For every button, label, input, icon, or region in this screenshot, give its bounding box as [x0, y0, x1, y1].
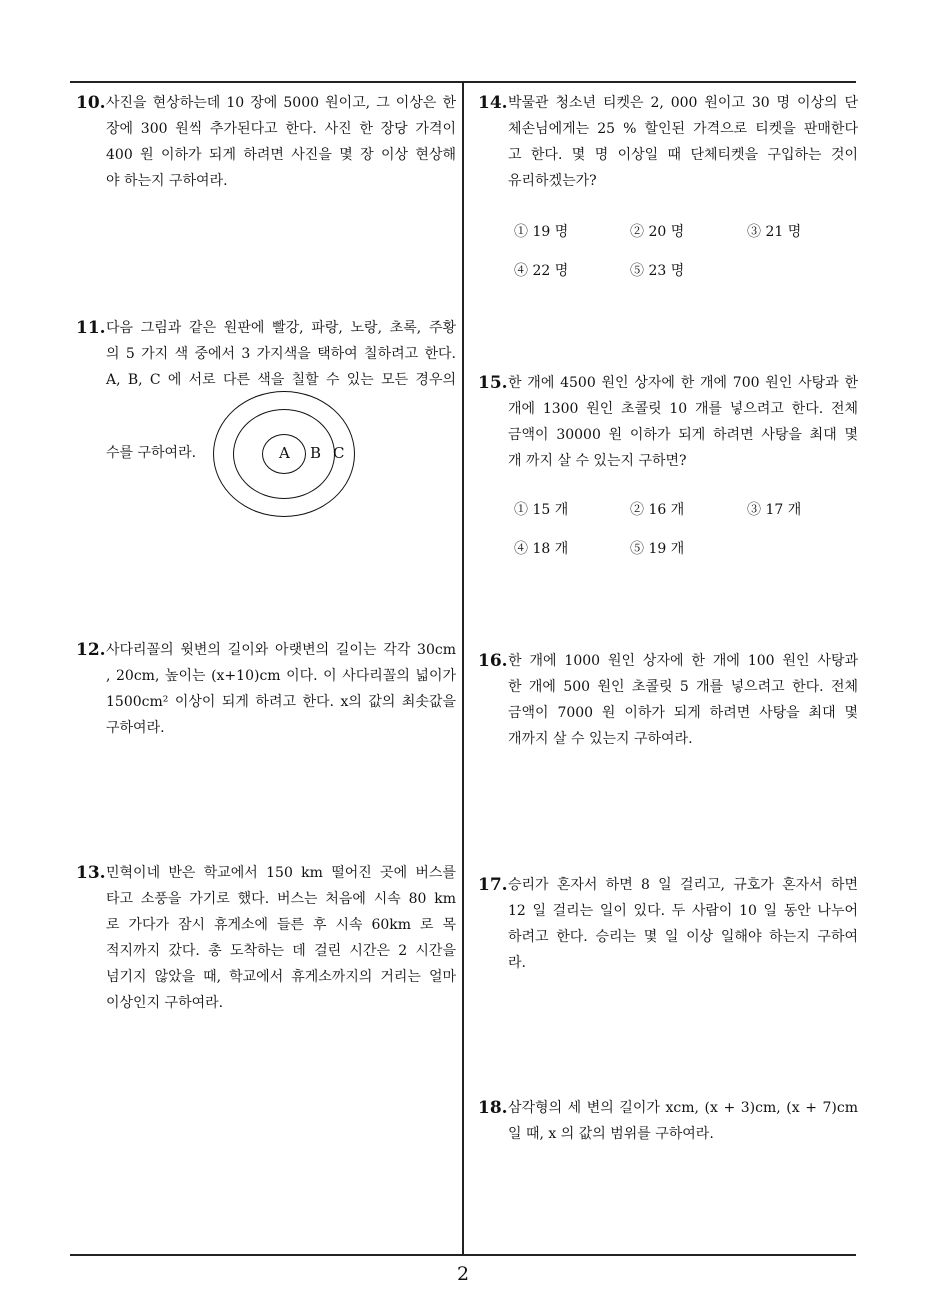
question-text-line: 체손님에게는 25 % 할인된 가격으로 티켓을 판매한다 — [508, 121, 858, 137]
question-text-line: 로 가다가 잠시 휴게소에 들른 후 시속 60km 로 목 — [106, 917, 456, 933]
question-13 — [76, 860, 456, 1016]
answer-option[interactable]: ② 20 명 — [630, 224, 685, 240]
question-number: 16. — [478, 651, 508, 671]
question-15 — [478, 370, 858, 474]
question-17 — [478, 872, 858, 976]
question-number: 17. — [478, 875, 508, 895]
answer-option[interactable]: ① 15 개 — [514, 502, 569, 518]
question-text-line: 개까지 살 수 있는지 구하여라. — [508, 731, 693, 747]
question-text-line: 민혁이네 반은 학교에서 150 km 떨어진 곳에 버스를 — [106, 865, 456, 881]
question-text-line: 삼각형의 세 변의 길이가 xcm, (x + 3)cm, (x + 7)cm — [508, 1100, 858, 1116]
answer-option[interactable]: ④ 18 개 — [514, 541, 569, 557]
page-number: 2 — [456, 1263, 470, 1285]
question-number: 12. — [76, 640, 106, 660]
bottom-rule — [70, 1254, 856, 1256]
answer-option[interactable]: ⑤ 23 명 — [630, 263, 685, 279]
question-text-line: 일 때, x 의 값의 범위를 구하여라. — [508, 1126, 714, 1142]
question-text-line: 400 원 이하가 되게 하려면 사진을 몇 장 이상 현상해 — [106, 147, 456, 163]
question-10 — [76, 90, 456, 194]
question-text-line: 유리하겠는가? — [508, 173, 597, 189]
region-label-b: B — [310, 444, 322, 462]
question-text-line: 이상인지 구하여라. — [106, 995, 224, 1011]
question-text-line: 한 개에 1000 원인 상자에 한 개에 100 원인 사탕과 — [508, 653, 858, 669]
question-number: 14. — [478, 93, 508, 113]
question-number: 11. — [76, 318, 106, 338]
answer-option[interactable]: ① 19 명 — [514, 224, 569, 240]
question-14 — [478, 90, 858, 194]
question-text-line: 금액이 30000 원 이하가 되게 하려면 사탕을 최대 몇 — [508, 427, 858, 443]
concentric-circles-figure — [213, 391, 355, 517]
question-text-line: 한 개에 4500 원인 상자에 한 개에 700 원인 사탕과 한 — [508, 375, 858, 391]
question-text-line: 야 하는지 구하여라. — [106, 173, 228, 189]
answer-option[interactable]: ③ 21 명 — [747, 224, 802, 240]
question-number: 18. — [478, 1098, 508, 1118]
region-label-a: A — [279, 444, 290, 462]
answer-option[interactable]: ③ 17 개 — [747, 502, 802, 518]
question-text-line: 한 개에 500 원인 초콜릿 5 개를 넣으려고 한다. 전체 — [508, 679, 858, 695]
question-text-line: 1500cm² 이상이 되게 하려고 한다. x의 값의 최솟값을 — [106, 694, 456, 710]
question-number: 10. — [76, 93, 106, 113]
question-11 — [76, 315, 456, 393]
question-text-line: 구하여라. — [106, 720, 165, 736]
question-text-line: 타고 소풍을 가기로 했다. 버스는 처음에 시속 80 km — [106, 891, 456, 907]
question-18 — [478, 1095, 858, 1147]
question-text-line: 장에 300 원씩 추가된다고 한다. 사진 한 장당 가격이 — [106, 121, 456, 137]
question-text-line: 승리가 혼자서 하면 8 일 걸리고, 규호가 혼자서 하면 — [508, 877, 858, 893]
question-text-line: 다음 그림과 같은 원판에 빨강, 파랑, 노랑, 초록, 주황 — [106, 320, 456, 336]
question-text-line: 적지까지 갔다. 총 도착하는 데 걸린 시간은 2 시간을 — [106, 943, 456, 959]
question-text-line: A, B, C 에 서로 다른 색을 칠할 수 있는 모든 경우의 — [106, 372, 456, 388]
question-text-line: 개 까지 살 수 있는지 구하면? — [508, 453, 687, 469]
answer-option[interactable]: ⑤ 19 개 — [630, 541, 685, 557]
question-text-line: 넘기지 않았을 때, 학교에서 휴게소까지의 거리는 얼마 — [106, 969, 456, 985]
question-12 — [76, 637, 456, 741]
question-text-line: 박물관 청소년 티켓은 2, 000 원이고 30 명 이상의 단 — [508, 95, 858, 111]
question-text-line: 고 한다. 몇 명 이상일 때 단체티켓을 구입하는 것이 — [508, 147, 858, 163]
answer-option[interactable]: ④ 22 명 — [514, 263, 569, 279]
region-label-c: C — [333, 444, 345, 462]
question-text-line: 라. — [508, 955, 526, 971]
question-text-line: 수를 구하여라. — [106, 445, 197, 461]
question-text-line: 금액이 7000 원 이하가 되게 하려면 사탕을 최대 몇 — [508, 705, 858, 721]
question-text-line: 12 일 걸리는 일이 있다. 두 사람이 10 일 동안 나누어 — [508, 903, 858, 919]
question-text-line: 하려고 한다. 승리는 몇 일 이상 일해야 하는지 구하여 — [508, 929, 858, 945]
question-number: 15. — [478, 373, 508, 393]
question-text-line: 사진을 현상하는데 10 장에 5000 원이고, 그 이상은 한 — [106, 95, 456, 111]
column-divider — [462, 82, 464, 1254]
question-text-line: 개에 1300 원인 초콜릿 10 개를 넣으려고 한다. 전체 — [508, 401, 858, 417]
question-11-last-line — [106, 440, 226, 466]
question-text-line: , 20cm, 높이는 (x+10)cm 이다. 이 사다리꼴의 넓이가 — [106, 668, 456, 684]
question-number: 13. — [76, 863, 106, 883]
answer-option[interactable]: ② 16 개 — [630, 502, 685, 518]
question-text-line: 의 5 가지 색 중에서 3 가지색을 택하여 칠하려고 한다. — [106, 346, 456, 362]
question-16 — [478, 648, 858, 752]
question-text-line: 사다리꼴의 윗변의 길이와 아랫변의 길이는 각각 30cm — [106, 642, 456, 658]
